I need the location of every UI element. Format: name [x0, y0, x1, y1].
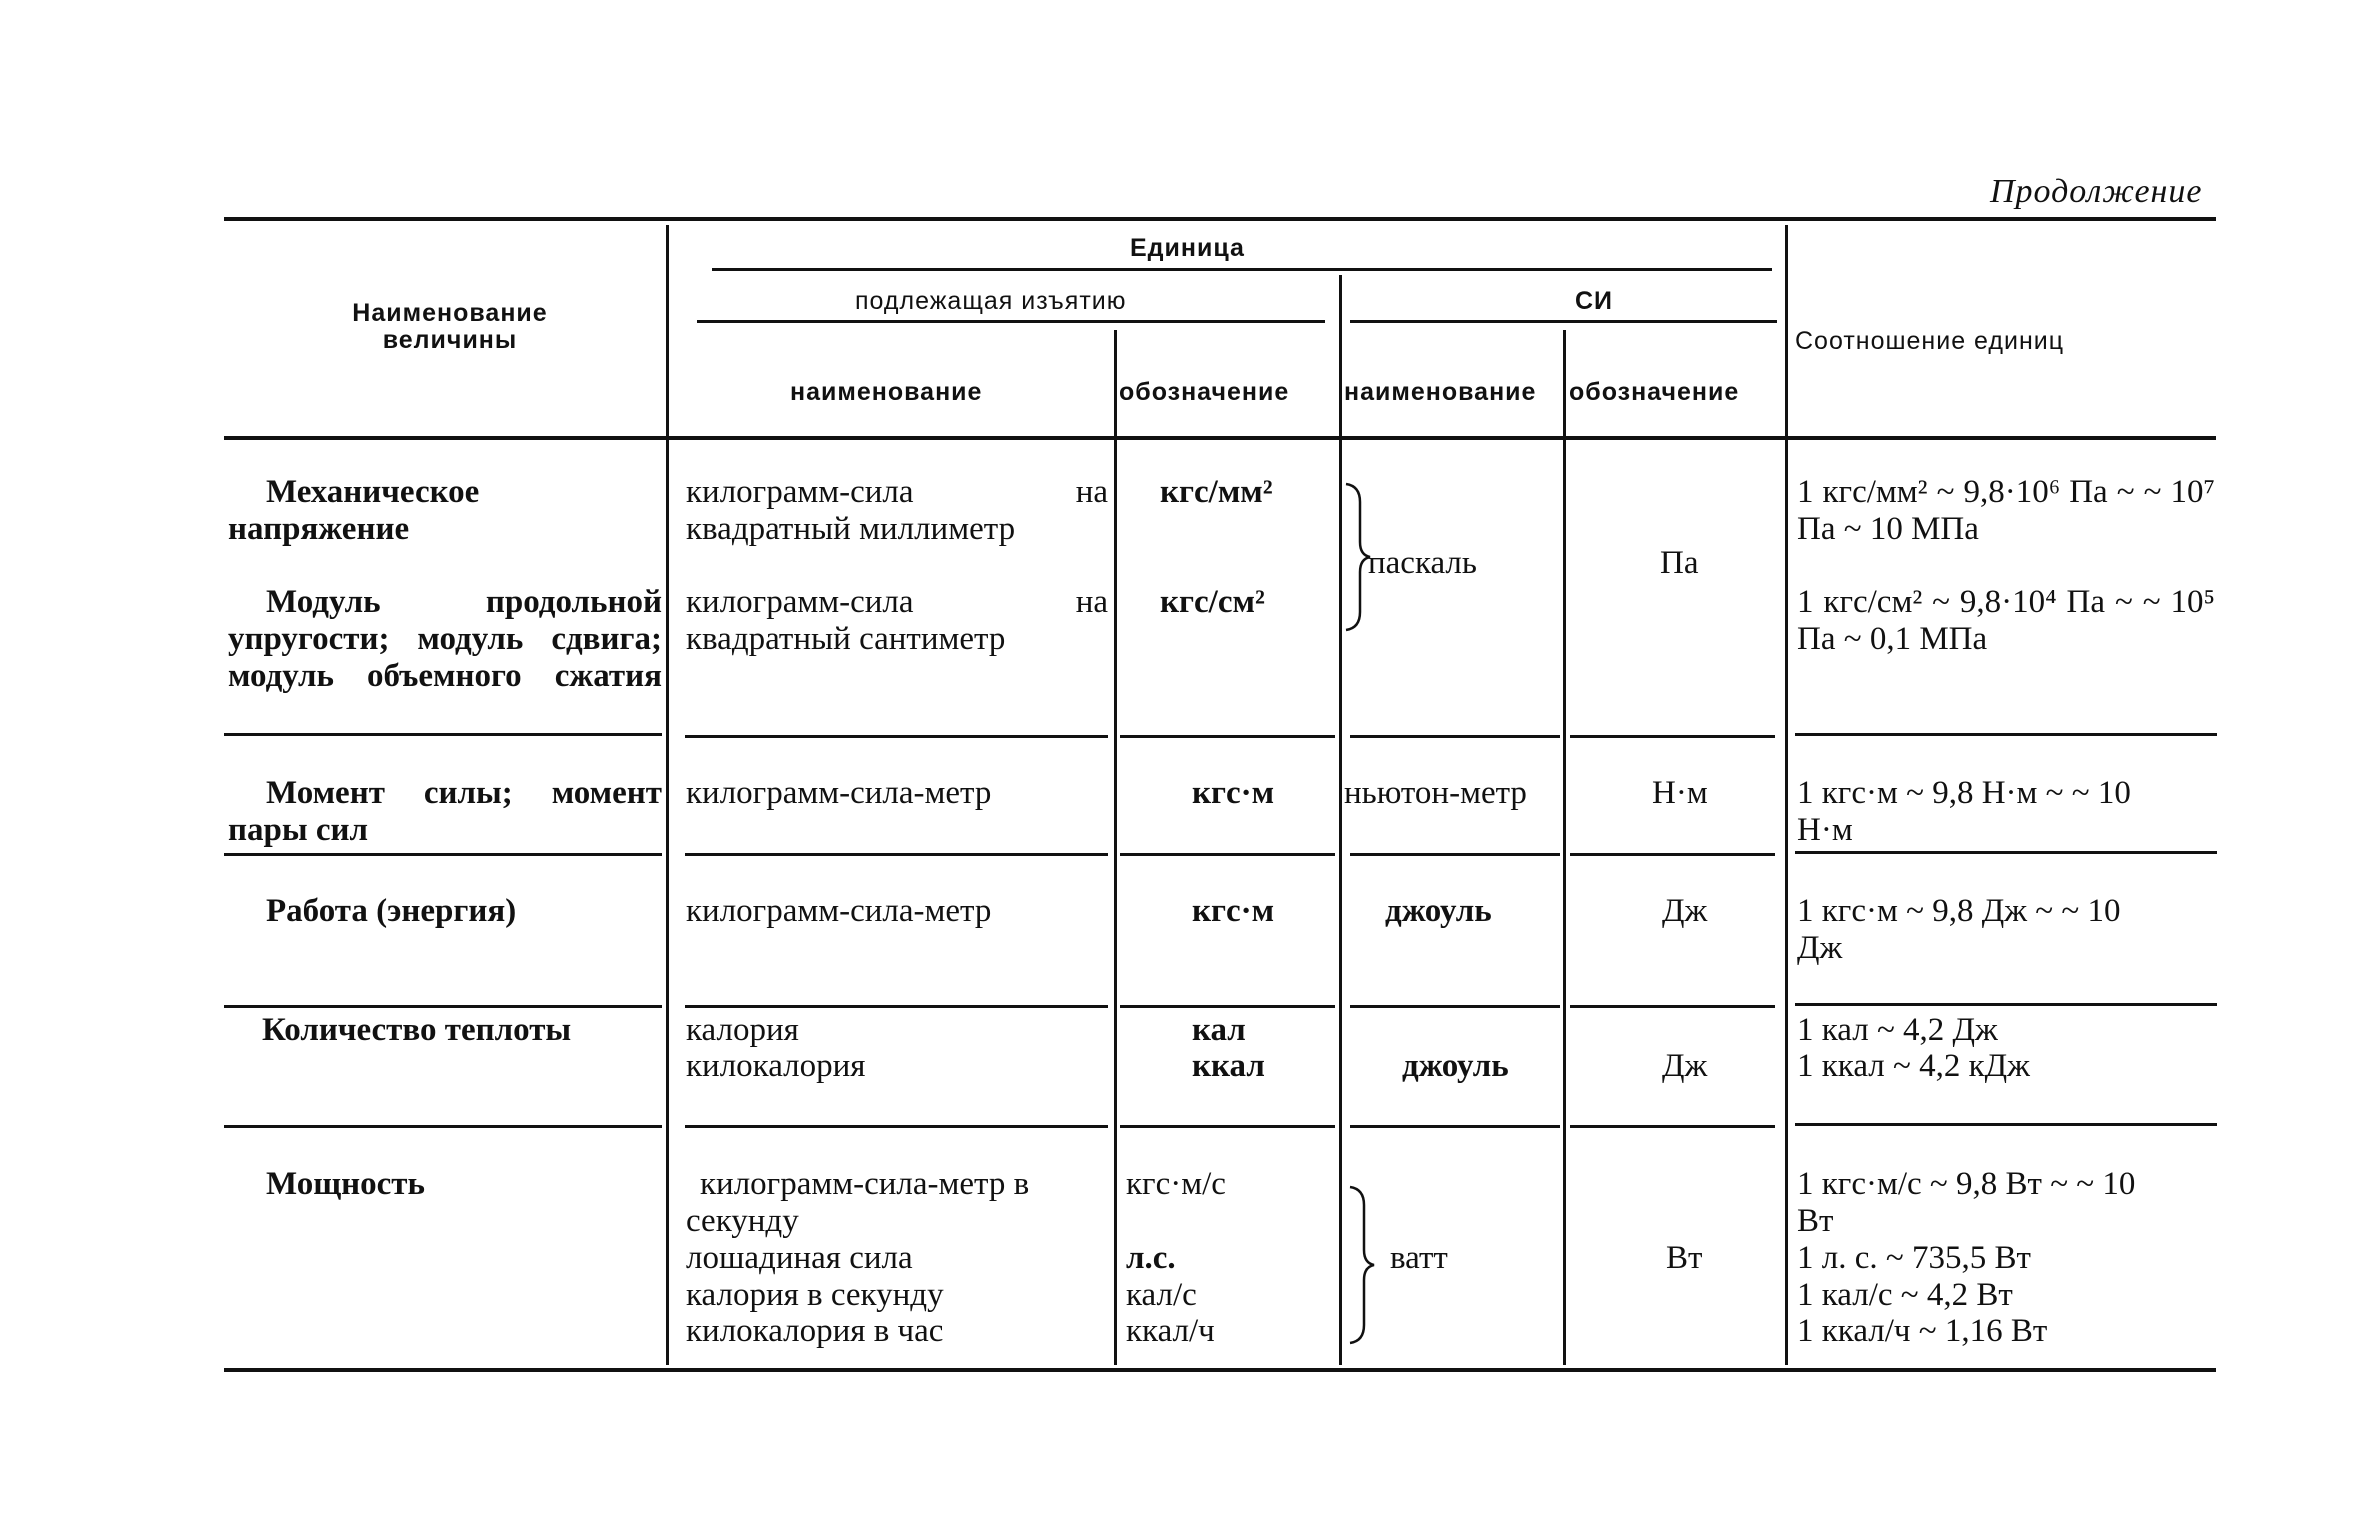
- row4-relation-2: 1 ккал ~ 4,2 кДж: [1797, 1048, 2030, 1084]
- row2-si-name: ньютон-метр: [1344, 775, 1527, 811]
- row1-relation-1: 1 кгс/мм² ~ 9,8·10⁶ Па ~ ~ 10⁷ Па ~ 10 МПа: [1797, 474, 2215, 547]
- unit-underline: [712, 268, 1772, 271]
- row2-old-name: килограмм-сила-метр: [686, 775, 992, 811]
- si-underline: [1350, 320, 1777, 323]
- table-bottom-rule: [224, 1368, 2216, 1372]
- header-quantity: Наименование величины: [352, 299, 548, 354]
- col-divider-si-symbol: [1563, 330, 1566, 1365]
- row3-si-symbol: Дж: [1662, 893, 1708, 929]
- row5-old-symbol-2: л.с.: [1126, 1240, 1176, 1276]
- row4-relation-1: 1 кал ~ 4,2 Дж: [1797, 1012, 1998, 1048]
- row4-si-symbol: Дж: [1662, 1048, 1708, 1084]
- row5-old-symbol-3: кал/с: [1126, 1277, 1197, 1313]
- row3-relation: 1 кгс·м ~ 9,8 Дж ~ ~ 10 Дж: [1797, 893, 2121, 966]
- row5-relation-2: 1 л. с. ~ 735,5 Вт: [1797, 1240, 2031, 1276]
- row1-old-symbol-1: кгс/мм²: [1160, 474, 1273, 510]
- row1-si-symbol: Па: [1660, 545, 1699, 581]
- row5-old-name-4: килокалория в час: [686, 1313, 944, 1349]
- row3-quantity: Работа (энергия): [266, 893, 517, 929]
- header-withdrawn: подлежащая изъятию: [855, 287, 1127, 315]
- row2-si-symbol: Н·м: [1652, 775, 1708, 811]
- row1-old-name-1: килограмм-сила на квадратный миллиметр: [686, 474, 1108, 547]
- row5-relation-4: 1 ккал/ч ~ 1,16 Вт: [1797, 1313, 2048, 1349]
- row4-old-symbol-2: ккал: [1192, 1048, 1265, 1084]
- row4-old-name-2: килокалория: [686, 1048, 866, 1084]
- header-old-name: наименование: [790, 378, 983, 406]
- row3-old-name: килограмм-сила-метр: [686, 893, 992, 929]
- header-unit: Единица: [1130, 234, 1245, 262]
- row1-relation-2: 1 кгс/см² ~ 9,8·10⁴ Па ~ ~ 10⁵ Па ~ 0,1 МПа: [1797, 584, 2215, 657]
- col-divider-relation: [1785, 225, 1788, 1365]
- header-old-symbol: обозначение: [1119, 378, 1290, 406]
- header-relation: Соотношение единиц: [1795, 327, 2065, 355]
- header-bottom-rule: [224, 436, 2216, 440]
- header-si-name: наименование: [1344, 378, 1537, 406]
- continuation-label: Продолжение: [1990, 173, 2203, 210]
- row2-old-symbol: кгс·м: [1192, 775, 1275, 811]
- row5-si-symbol: Вт: [1666, 1240, 1703, 1276]
- row5-si-name: ватт: [1390, 1240, 1448, 1276]
- row3-si-name: джоуль: [1385, 893, 1492, 929]
- row1-si-name: паскаль: [1368, 545, 1477, 581]
- row5-relation-3: 1 кал/с ~ 4,2 Вт: [1797, 1277, 2013, 1313]
- row3-old-symbol: кгс·м: [1192, 893, 1275, 929]
- row1-old-name-2: килограмм-сила на квадратный сантиметр: [686, 584, 1108, 657]
- row4-si-name: джоуль: [1402, 1048, 1509, 1084]
- col-divider-name: [1114, 330, 1117, 1365]
- row5-relation-1: 1 кгс·м/с ~ 9,8 Вт ~ ~ 10 Вт: [1797, 1166, 2136, 1239]
- row2-quantity: Момент силы; момент пары сил: [228, 775, 662, 848]
- row5-old-name-3: калория в секунду: [686, 1277, 944, 1313]
- row5-old-name-1: килограмм-сила-метр в секунду: [686, 1166, 1030, 1239]
- header-si: СИ: [1575, 287, 1614, 315]
- brace-icon: [1346, 1185, 1376, 1345]
- col-divider-quantity: [666, 225, 669, 1365]
- row2-relation: 1 кгс·м ~ 9,8 Н·м ~ ~ 10 Н·м: [1797, 775, 2131, 848]
- col-divider-withdrawn-si: [1339, 275, 1342, 1365]
- row1-quantity-2: Модуль продольной упругости; модуль сдвига; модуль объемного сжатия: [228, 584, 662, 694]
- row4-quantity: Количество теплоты: [262, 1012, 572, 1048]
- row4-old-symbol-1: кал: [1192, 1012, 1246, 1048]
- table-top-rule: [224, 217, 2216, 221]
- row5-quantity: Мощность: [266, 1166, 425, 1202]
- header-si-symbol: обозначение: [1569, 378, 1740, 406]
- row1-quantity-1: Механическое напряжение: [228, 474, 480, 547]
- row1-old-symbol-2: кгс/см²: [1160, 584, 1265, 620]
- row5-old-symbol-1: кгс·м/с: [1126, 1166, 1226, 1202]
- row4-old-name-1: калория: [686, 1012, 799, 1048]
- withdrawn-underline: [697, 320, 1325, 323]
- row5-old-symbol-4: ккал/ч: [1126, 1313, 1215, 1349]
- row5-old-name-2: лошадиная сила: [686, 1240, 913, 1276]
